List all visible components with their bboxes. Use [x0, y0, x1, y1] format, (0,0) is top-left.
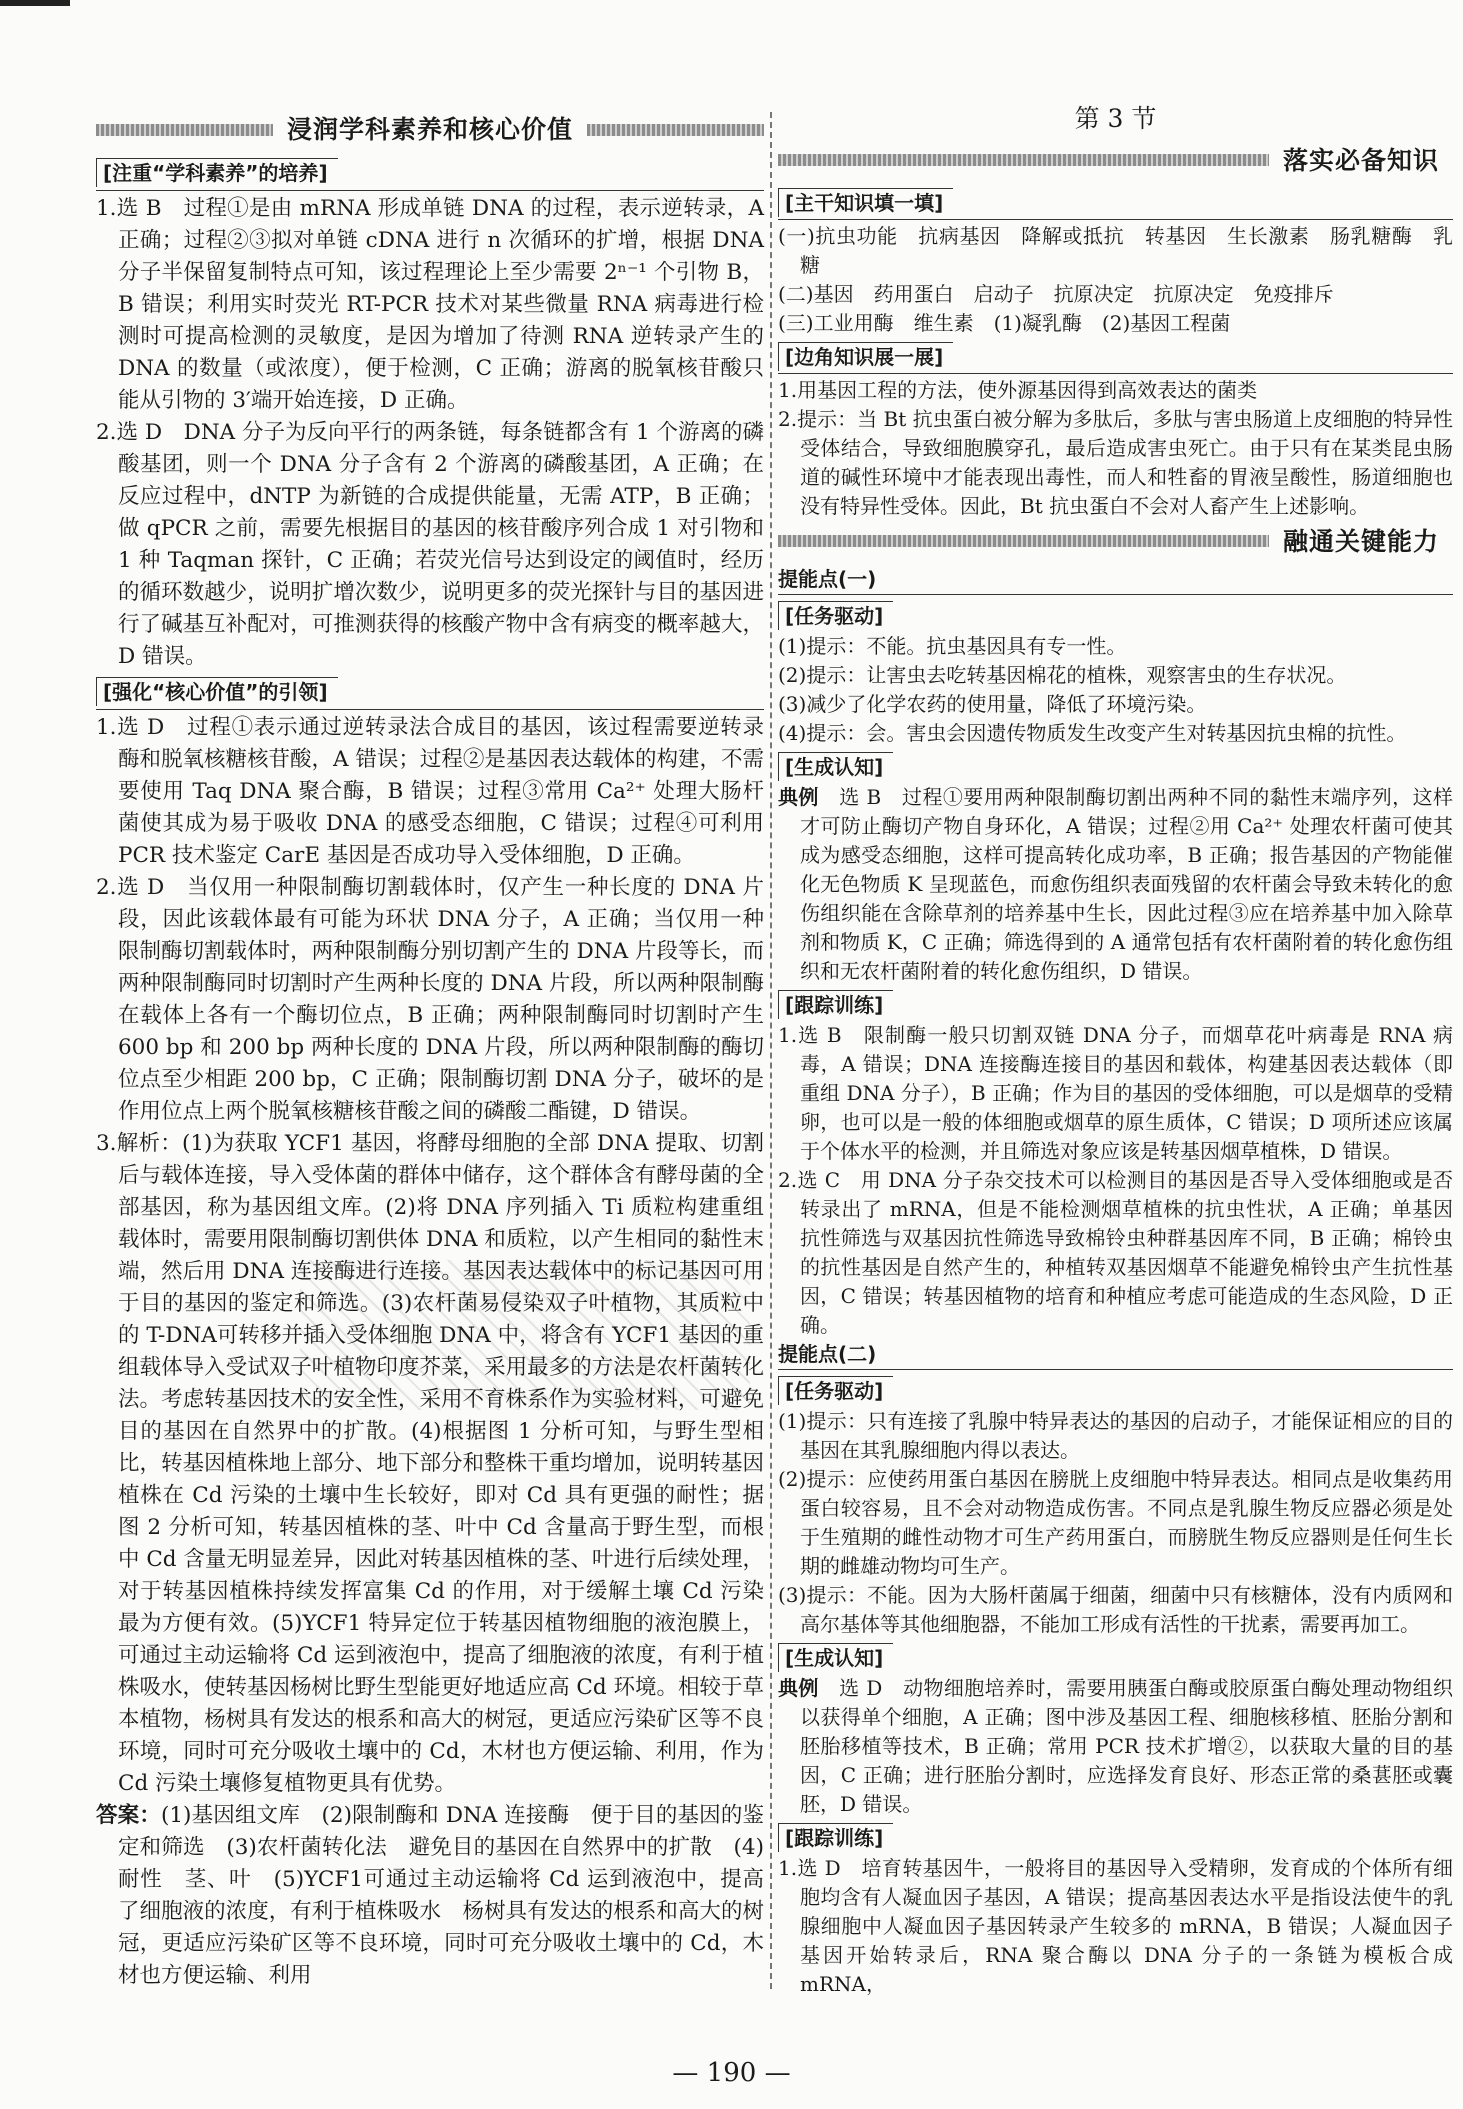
- banner-bar: [587, 124, 764, 136]
- train-item: 1.选 D 培育转基因牛，一般将目的基因导入受精卵，发育成的个体所有细胞均含有人凝血因子基因，A 错误；提高基因表达水平是指设法使牛的乳腺细胞中人凝血因子基因转录产生较多的 mRNA，B 错误；人凝血因子基因开始转录后，RNA 聚合酶以 DNA 分子的一条链为模板合成 mRNA，: [778, 1856, 1453, 1996]
- tag-task: [任务驱动]: [778, 1376, 893, 1405]
- answer-text: (1)基因组文库 (2)限制酶和 DNA 连接酶 便于目的基因的鉴定和筛选 (3)农杆菌转化法 避免目的基因在自然界中的扩散 (4)耐性 茎、叶 (5)YCF1可通过主动运输将 Cd 运到液泡中，提高了细胞液的浓度，有利于植株吸水 杨树具有发达的根系和高大的树冠，更适应污染矿区等不良环境，同时可充分吸收土壤中的 Cd，木材也方便运输、利用: [118, 1803, 764, 1988]
- task-item: (2)提示：让害虫去吃转基因棉花的植株，观察害虫的生存状况。: [778, 663, 1347, 687]
- tag-row: [96, 154, 764, 191]
- tag-generate: [生成认知]: [778, 1643, 893, 1672]
- banner-title: 融通关键能力: [1282, 526, 1439, 556]
- page-number: — 190 —: [672, 2058, 791, 2088]
- banner-bar: [778, 154, 1269, 166]
- train-item: 2.选 C 用 DNA 分子杂交技术可以检测目的基因是否导入受体细胞或是否转录出了 mRNA，但是不能检测烟草植株的抗虫性状，A 正确；单基因抗性筛选与双基因抗性筛选导致棉铃虫种群基因库不同，B 正确；棉铃虫的抗性基因是自然产生的，种植转双基因烟草不能避免棉铃虫产生抗性基因，C 错误；转基因植物的培育和种植应考虑可能造成的生态风险，D 正确。: [778, 1168, 1453, 1337]
- fill-line: (一)抗虫功能 抗病基因 降解或抵抗 转基因 生长激素 肠乳糖酶 乳糖: [778, 224, 1453, 277]
- tag-value: [强化“核心价值”的引领]: [96, 677, 338, 706]
- example-text: 选 B 过程①要用两种限制酶切割出两种不同的黏性末端序列，这样才可防止酶切产物自身环化，A 错误；过程②用 Ca²⁺ 处理农杆菌可使其成为感受态细胞，这样可提高转化成功率，B 正确；报告基因的产物能催化无色物质 K 呈现蓝色，而愈伤组织表面残留的农杆菌会导致未转化的愈伤组织能在含除草剂的培养基中生长，因此过程③应在培养基中加入除草剂和物质 K，C 正确；筛选得到的 A 通常包括有农杆菌附着的转化愈伤组织和无农杆菌附着的转化愈伤组织，D 错误。: [800, 785, 1454, 983]
- edge-item: 1.用基因工程的方法，使外源基因得到高效表达的菌类: [778, 378, 1258, 402]
- example-item: [778, 783, 1453, 986]
- right-column: [778, 104, 1454, 1999]
- tag-row: [778, 1819, 1453, 1854]
- answer-item: 1.选 D 过程①表示通过逆转录法合成目的基因，该过程需要逆转录酶和脱氧核糖核苷酸，A 错误；过程②是基因表达载体的构建，不需要使用 Taq DNA 聚合酶，B 错误；过程③常用 Ca²⁺ 处理大肠杆菌使其成为易于吸收 DNA 的感受态细胞，C 错误；过程④可利用 PCR 技术鉴定 CarE 基因是否成功导入受体细胞，D 正确。: [96, 715, 764, 868]
- tag-generate: [生成认知]: [778, 752, 893, 781]
- banner-title: 落实必备知识: [1282, 145, 1439, 175]
- task-item: (3)减少了化学农药的使用量，降低了环境污染。: [778, 692, 1207, 716]
- tag-edge: [边角知识展一展]: [778, 342, 953, 371]
- tag-row: [778, 748, 1453, 783]
- task-item: (1)提示：不能。抗虫基因具有专一性。: [778, 634, 1127, 658]
- example-item: [778, 1674, 1453, 1819]
- left-column: [96, 110, 764, 1992]
- banner-literacy: [96, 110, 764, 150]
- tag-row: [778, 597, 1453, 632]
- column-divider: [770, 112, 772, 1989]
- task-item: (4)提示：会。害虫会因遗传物质发生改变产生对转基因抗虫棉的抗性。: [778, 721, 1407, 745]
- tag-row: [778, 1639, 1453, 1674]
- answer-item: 1.选 B 过程①是由 mRNA 形成单链 DNA 的过程，表示逆转录，A 正确；过程②③拟对单链 cDNA 进行 n 次循环的扩增，根据 DNA 分子半保留复制特点可知，该过程理论上至少需要 2ⁿ⁻¹ 个引物 B，B 错误；利用实时荧光 RT-PCR 技术对某些微量 RNA 病毒进行检测时可提高检测的灵敏度，是因为增加了待测 RNA 逆转录产生的 DNA 的数量（或浓度），便于检测，C 正确；游离的脱氧核苷酸只能从引物的 3′端开始连接，D 正确。: [96, 196, 764, 413]
- corner-mark: [0, 0, 70, 6]
- fill-line: (三)工业用酶 维生素 (1)凝乳酶 (2)基因工程菌: [778, 311, 1231, 335]
- tag-row: [778, 184, 1453, 220]
- task-item: (2)提示：应使药用蛋白基因在膀胱上皮细胞中特异表达。相同点是收集药用蛋白较容易，且不会对动物造成伤害。不同点是乳腺生物反应器必须是处于生殖期的雌性动物才可生产药用蛋白，而膀胱生物反应器则是任何生长期的雌雄动物均可生产。: [778, 1467, 1453, 1578]
- answer-summary: [96, 1800, 764, 1992]
- tag-row: [778, 1372, 1453, 1407]
- tag-train: [跟踪训练]: [778, 990, 893, 1019]
- train-item: 1.选 B 限制酶一般只切割双链 DNA 分子，而烟草花叶病毒是 RNA 病毒，A 错误；DNA 连接酶连接目的基因和载体，构建基因表达载体（即重组 DNA 分子），B 正确；作为目的基因的受体细胞，可以是烟草的受精卵，也可以是一般的体细胞或烟草的原生质体，C 错误；D 项所述应该属于个体水平的检测，并且筛选对象应该是转基因烟草植株，D 错误。: [778, 1023, 1453, 1163]
- answer-item: 2.选 D 当仅用一种限制酶切割载体时，仅产生一种长度的 DNA 片段，因此该载体最有可能为环状 DNA 分子，A 正确；当仅用一种限制酶切割载体时，两种限制酶分别切割产生的 DNA 片段等长，而两种限制酶同时切割时产生两种长度的 DNA 片段，所以两种限制酶在载体上各有一个酶切位点，B 正确；两种限制酶同时切割时产生 600 bp 和 200 bp 两种长度的 DNA 片段，所以两种限制酶的酶切位点至少相距 200 bp，C 正确；限制酶切割 DNA 分子，破坏的是作用位点上两个脱氧核糖核苷酸之间的磷酸二酯键，D 错误。: [96, 875, 764, 1124]
- tag-row: [96, 673, 764, 710]
- task-item: (1)提示：只有连接了乳腺中特异表达的基因的启动子，才能保证相应的目的基因在其乳腺细胞内得以表达。: [778, 1409, 1453, 1462]
- banner-bar: [96, 124, 273, 136]
- banner-knowledge: [778, 140, 1453, 180]
- answer-item: 2.选 D DNA 分子为反向平行的两条链，每条链都含有 1 个游离的磷酸基团，则一个 DNA 分子含有 2 个游离的磷酸基团，A 正确；在反应过程中，dNTP 为新链的合成提供能量，无需 ATP，B 正确；做 qPCR 之前，需要先根据目的基因的核苷酸序列合成 1 对引物和 1 种 Taqman 探针，C 正确；若荧光信号达到设定的阈值时，经历的循环数越少，说明扩增次数少，说明更多的荧光探针与目的基因进行了碱基互补配对，可推测获得的核酸产物中含有病变的概率越大，D 错误。: [96, 420, 764, 669]
- example-label: 典例: [778, 785, 819, 809]
- section-title: 第 3 节: [1074, 104, 1157, 133]
- example-label: 典例: [778, 1676, 819, 1700]
- task-item: (3)提示：不能。因为大肠杆菌属于细菌，细菌中只有核糖体，没有内质网和高尔基体等其他细胞器，不能加工形成有活性的干扰素，需要再加工。: [778, 1583, 1453, 1636]
- point-heading: 提能点(二): [778, 1340, 1453, 1370]
- fill-line: (二)基因 药用蛋白 启动子 抗原决定 抗原决定 免疫排斥: [778, 282, 1334, 306]
- example-text: 选 D 动物细胞培养时，需要用胰蛋白酶或胶原蛋白酶处理动物组织以获得单个细胞，A 正确；图中涉及基因工程、细胞核移植、胚胎分割和胚胎移植等技术，B 正确；常用 PCR 技术扩增②，以获取大量的目的基因，C 正确；进行胚胎分割时，应选择发育良好、形态正常的桑葚胚或囊胚，D 错误。: [800, 1676, 1453, 1816]
- tag-train: [跟踪训练]: [778, 1823, 893, 1852]
- answer-label: 答案：: [96, 1803, 161, 1828]
- tag-main: [主干知识填一填]: [778, 188, 953, 217]
- edge-item: 2.提示：当 Bt 抗虫蛋白被分解为多肽后，多肽与害虫肠道上皮细胞的特异性受体结合，导致细胞膜穿孔，最后造成害虫死亡。由于只有在某类昆虫肠道的碱性环境中才能表现出毒性，而人和牲畜的胃液呈酸性，肠道细胞也没有特异性受体。因此，Bt 抗虫蛋白不会对人畜产生上述影响。: [778, 407, 1453, 518]
- tag-row: [778, 338, 1453, 374]
- tag-literacy: [注重“学科素养”的培养]: [96, 158, 338, 187]
- banner-bar: [778, 535, 1269, 547]
- banner-title: 浸润学科素养和核心价值: [287, 115, 574, 144]
- answer-item: 3.解析：(1)为获取 YCF1 基因，将酵母细胞的全部 DNA 提取、切割后与载体连接，导入受体菌的群体中储存，这个群体含有酵母菌的全部基因，称为基因组文库。(2)将 DNA 序列插入 Ti 质粒构建重组载体时，需要用限制酶切割供体 DNA 和质粒，以产生相同的黏性末端，然后用 DNA 连接酶进行连接。基因表达载体中的标记基因可用于目的基因的鉴定和筛选。(3)农杆菌易侵染双子叶植物，其质粒中的 T-DNA可转移并插入受体细胞 DNA 中，将含有 YCF1 基因的重组载体导入受试双子叶植物印度芥菜，采用最多的方法是农杆菌转化法。考虑转基因技术的安全性，采用不育株系作为实验材料，可避免目的基因在自然界中的扩散。(4)根据图 1 分析可知，与野生型相比，转基因植株地上部分、地下部分和整株干重均增加，说明转基因植株在 Cd 污染的土壤中生长较好，即对 Cd 具有更强的耐性；据图 2 分析可知，转基因植株的茎、叶中 Cd 含量高于野生型，而根中 Cd 含量无明显差异，因此对转基因植株的茎、叶进行后续处理，对于转基因植株持续发挥富集 Cd 的作用，对于缓解土壤 Cd 污染最为方便有效。(5)YCF1 特异定位于转基因植物细胞的液泡膜上，可通过主动运输将 Cd 运到液泡中，提高了细胞液的浓度，有利于植株吸水，使转基因杨树比野生型能更好地适应高 Cd 环境。相较于草本植物，杨树具有发达的根系和高大的树冠，更适应污染矿区等不良环境，同时可充分吸收土壤中的 Cd，木材也方便运输、利用，作为 Cd 污染土壤修复植物更具有优势。: [96, 1131, 764, 1796]
- tag-row: [778, 986, 1453, 1021]
- point-heading: 提能点(一): [778, 565, 1453, 595]
- tag-task: [任务驱动]: [778, 601, 893, 630]
- banner-ability: [778, 521, 1453, 561]
